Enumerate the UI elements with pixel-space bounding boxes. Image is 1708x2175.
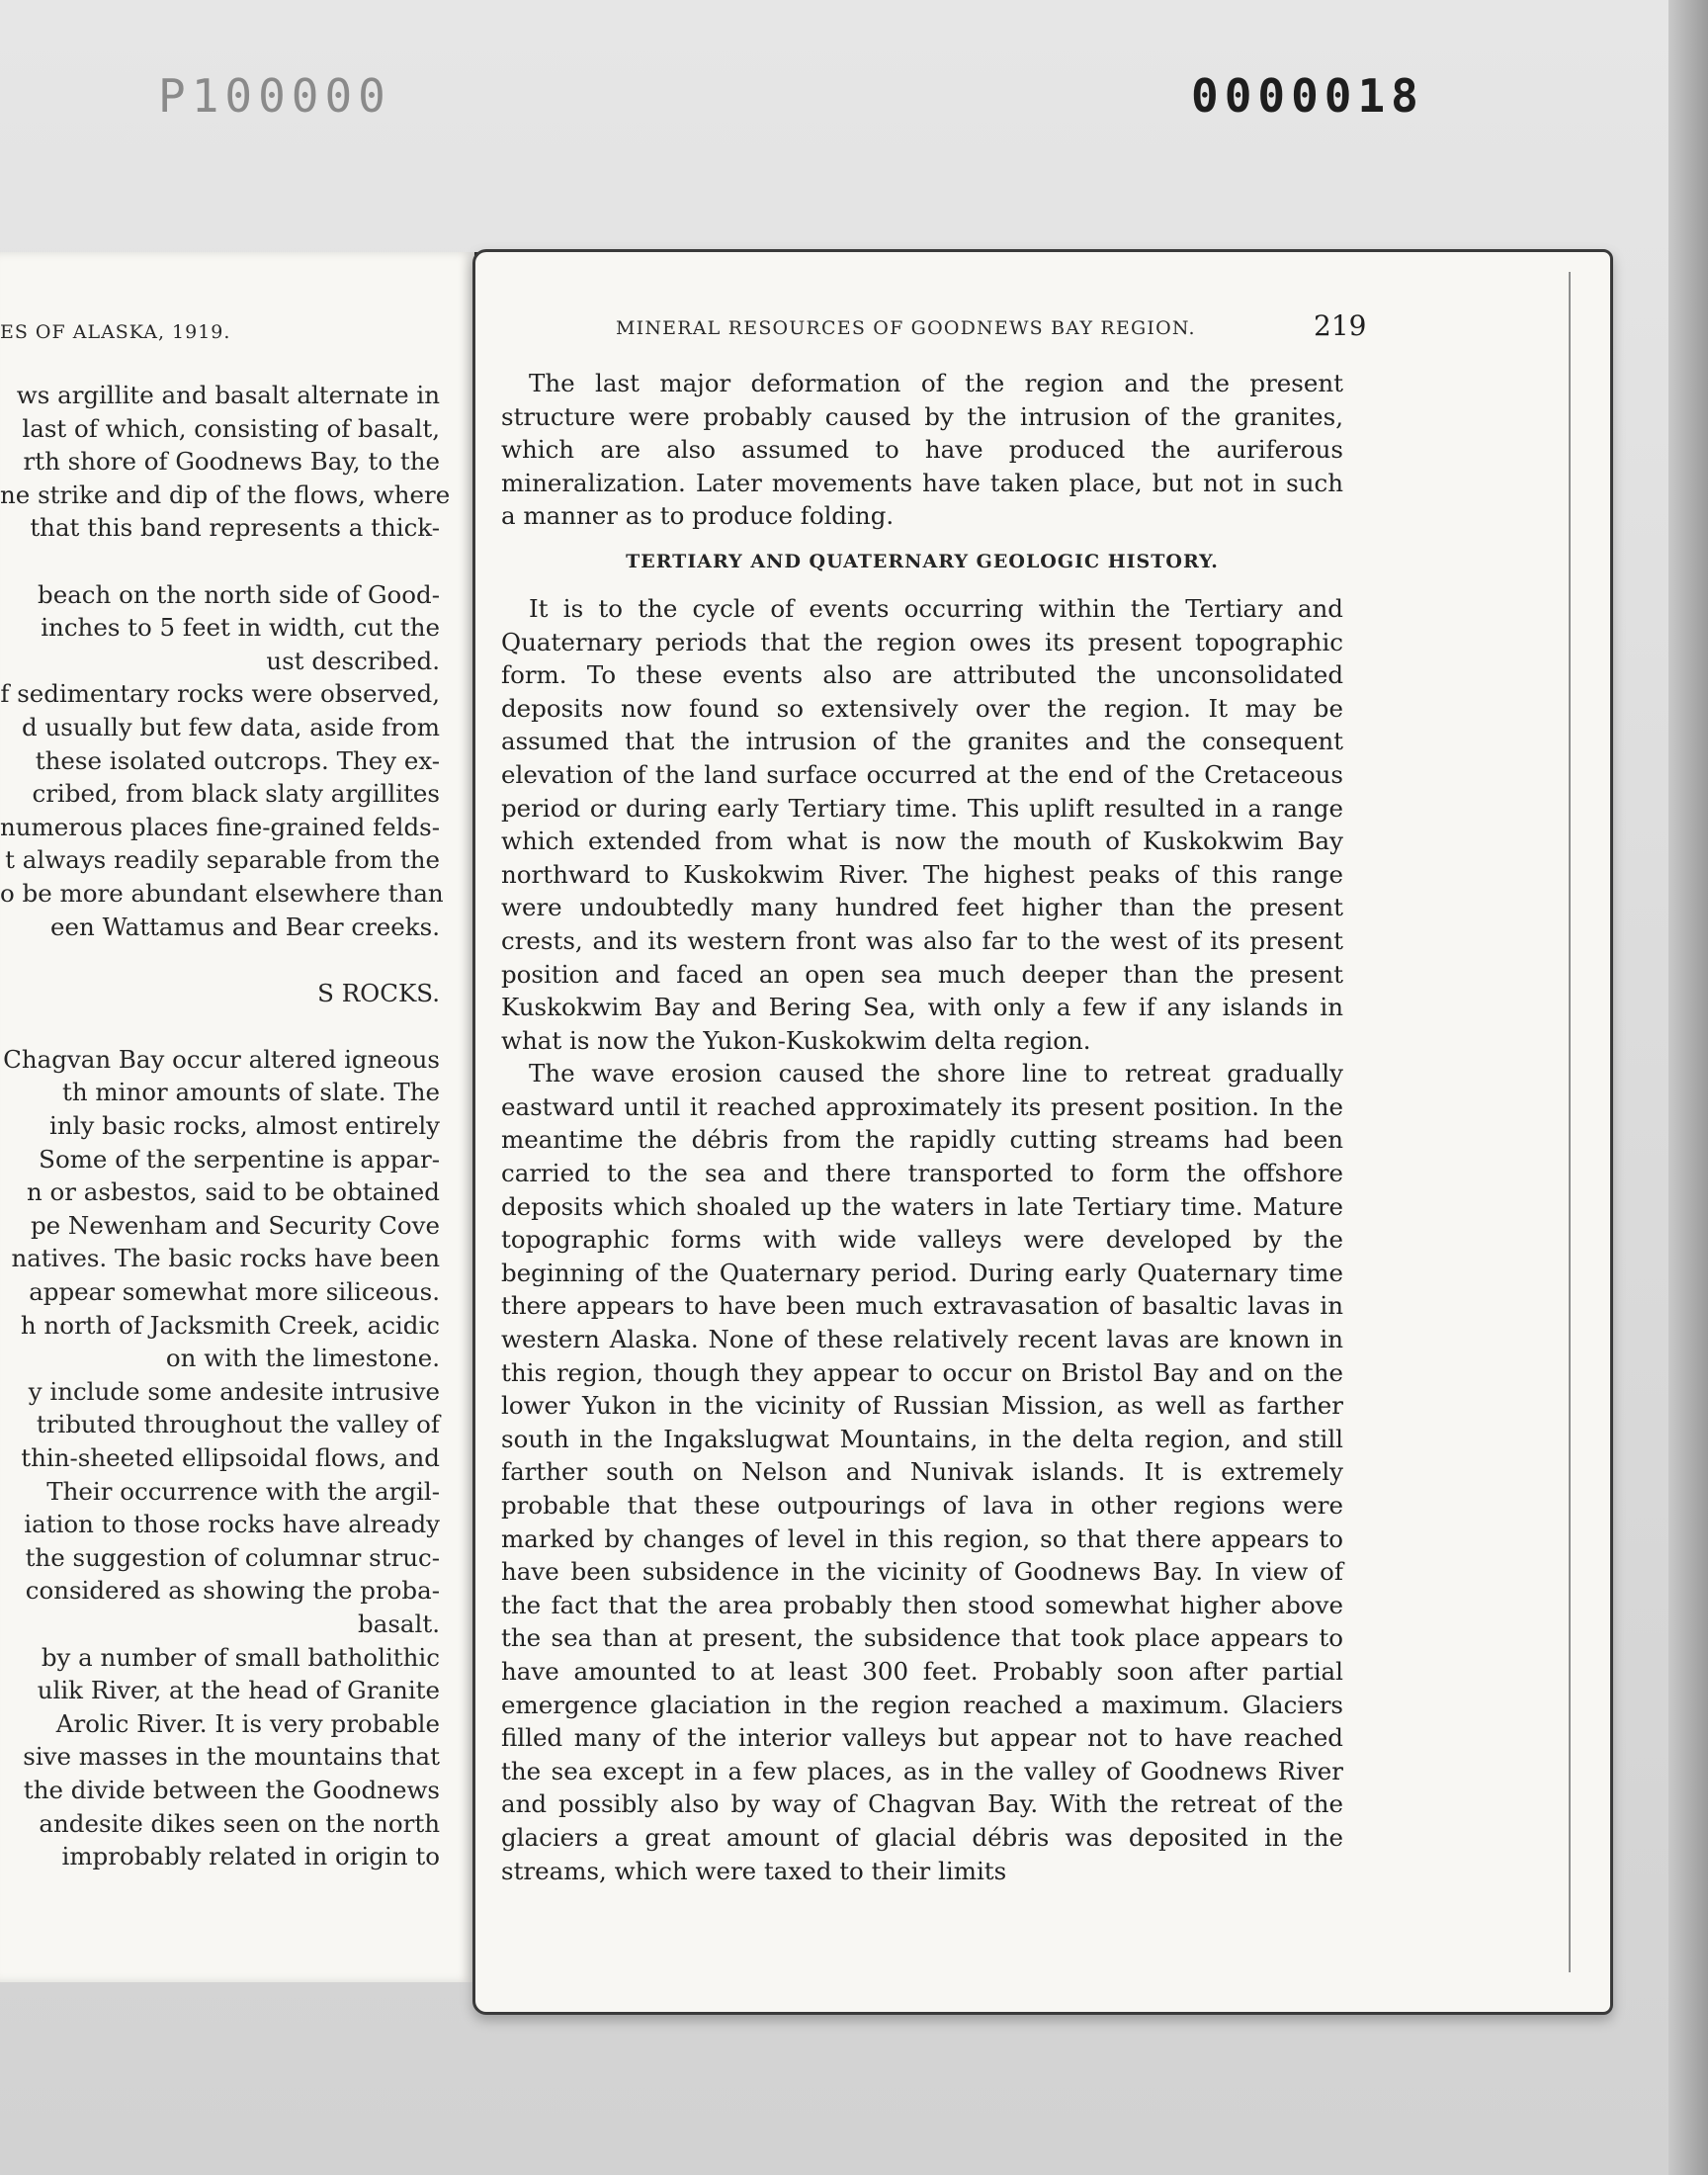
running-head: MINERAL RESOURCES OF GOODNEWS BAY REGION. xyxy=(616,317,1196,339)
left-page-line: thin-sheeted ellipsoidal flows, and xyxy=(21,1443,440,1472)
left-page-line: the suggestion of columnar struc- xyxy=(25,1542,440,1572)
left-page-line: t always readily separable from the xyxy=(5,845,440,875)
left-page-line: beach on the north side of Good- xyxy=(38,579,440,609)
left-page-line: appear somewhat more siliceous. xyxy=(29,1277,440,1307)
left-page-text xyxy=(0,379,451,1873)
left-page-line xyxy=(0,545,440,578)
left-page-line: n or asbestos, said to be obtained xyxy=(26,1177,440,1207)
paragraph: It is to the cycle of events occurring within the Tertiary and Quaternary periods that the region owes its present topographic form. To these events also are attributed the unconsolidated deposits now found so extensively over the region. It may be assumed that the intrusion of the granites and the consequent elevation of the land surface occurred at the end of the Cretaceous period or during early Tertiary time. This uplift resulted in a range which extended from what is now the mouth of Kuskokwim Bay northward to Kuskokwim River. The highest peaks of this range were undoubtedly many hundred feet higher than the present crests, and its western front was also far to the west of its present position and faced an open sea much deeper than the present Kuskokwim Bay and Bering Sea, with only a few if any islands in what is now the Yukon-Kuskokwim delta region. xyxy=(501,593,1343,1055)
left-page-line: Arolic River. It is very probable xyxy=(55,1708,440,1738)
left-page-line: ne strike and dip of the flows, where xyxy=(0,479,451,509)
scan-edge-shadow xyxy=(1668,0,1708,2175)
left-page-line: on with the limestone. xyxy=(165,1344,440,1373)
left-page-line: that this band represents a thick- xyxy=(30,513,440,543)
left-page-line: inches to 5 feet in width, cut the xyxy=(41,613,440,643)
left-page-line: these isolated outcrops. They ex- xyxy=(35,745,440,775)
left-page-line: by a number of small batholithic xyxy=(41,1642,440,1672)
stamp-left: P100000 xyxy=(158,69,391,123)
left-page-line: d usually but few data, aside from xyxy=(22,712,440,741)
left-page-line: Some of the serpentine is appar- xyxy=(39,1144,440,1174)
left-page-line: last of which, consisting of basalt, xyxy=(22,413,440,443)
left-page-line: ws argillite and basalt alternate in xyxy=(16,381,440,409)
paragraph: The wave erosion caused the shore line to retreat gradually eastward until it reached approximately its present position. In the meantime the débris from the rapidly cutting streams had been carried to the sea and there transported to form the offshore deposits which shoaled up the waters in late Tertiary time. Mature topographic forms with wide valleys were developed by the beginning of the Quaternary period. During early Quaternary time there appears to have been much extravasation of basaltic lavas in western Alaska. None of these relatively recent lavas are known in this region, though they appear to occur on Bristol Bay and on the lower Yukon in the vicinity of Russian Mission, as well as farther south in the Ingakslugwat Mountains, in the delta region, and still farther south on Nelson and Nunivak islands. It is extremely probable that these outpourings of lava in other regions were marked by changes of level in this region, so that there appears to have been subsidence in the vicinity of Goodnews Bay. In view of the fact that the area probably then stood somewhat higher above the sea than at present, the subsidence that took place appears to have amounted to at least 300 feet. Probably soon after partial emergence glaciation in the region reached a maximum. Glaciers filled many of the interior valleys but appear not to have reached the sea except in a few places, as in the valley of Goodnews River and possibly also by way of Chagvan Bay. With the retreat of the glaciers a great amount of glacial débris was deposited in the streams, which were taxed to their limits xyxy=(501,1059,1343,1885)
left-page-line: sive masses in the mountains that xyxy=(23,1742,440,1772)
left-page-line: pe Newenham and Security Cove xyxy=(30,1210,440,1240)
left-page-line: improbably related in origin to xyxy=(61,1842,440,1871)
left-page-line: ulik River, at the head of Granite xyxy=(37,1676,440,1705)
body-text xyxy=(501,367,1343,1887)
left-page-line: numerous places fine-grained felds- xyxy=(0,812,441,841)
page-number: 219 xyxy=(1314,309,1367,342)
left-page-line: Chagvan Bay occur altered igneous xyxy=(3,1044,440,1074)
left-page-line: een Wattamus and Bear creeks. xyxy=(50,912,440,941)
left-page-line: rth shore of Goodnews Bay, to the xyxy=(23,447,440,477)
left-page-running-head: ES OF ALASKA, 1919. xyxy=(0,321,231,343)
left-page-line: h north of Jacksmith Creek, acidic xyxy=(20,1310,440,1340)
left-page-line: inly basic rocks, almost entirely xyxy=(49,1111,440,1141)
stamp-right: 0000018 xyxy=(1191,69,1424,123)
right-page xyxy=(472,249,1613,2015)
left-page-line xyxy=(0,1009,440,1043)
left-page-line: andesite dikes seen on the north xyxy=(39,1808,440,1838)
left-page-line: tributed throughout the valley of xyxy=(36,1410,440,1439)
left-page-line: considered as showing the proba- xyxy=(25,1576,440,1606)
left-page-line: o be more abundant elsewhere than xyxy=(0,878,444,908)
left-page-line: th minor amounts of slate. The xyxy=(61,1078,440,1107)
left-page-line: ust described. xyxy=(266,646,440,675)
left-page-line: f sedimentary rocks were observed, xyxy=(0,679,440,709)
left-page xyxy=(0,252,478,1982)
left-page-line: S ROCKS. xyxy=(317,978,440,1007)
left-page-line: y include some andesite intrusive xyxy=(28,1376,440,1406)
left-page-line: basalt. xyxy=(358,1609,440,1638)
left-page-line: the divide between the Goodnews xyxy=(23,1775,440,1804)
left-page-line: Their occurrence with the argil- xyxy=(46,1476,440,1506)
left-page-line xyxy=(0,943,440,977)
left-page-line: cribed, from black slaty argillites xyxy=(32,779,440,809)
left-page-line: iation to those rocks have already xyxy=(24,1510,440,1539)
paragraph: The last major deformation of the region and the present structure were probably caused by the intrusion of the granites, which are also assumed to have produced the auriferous mineralization. Later movements have taken place, but not in such a manner as to produce folding. xyxy=(501,369,1343,531)
section-heading: TERTIARY AND QUATERNARY GEOLOGIC HISTORY. xyxy=(626,550,1219,572)
left-page-line: natives. The basic rocks have been xyxy=(11,1244,440,1273)
